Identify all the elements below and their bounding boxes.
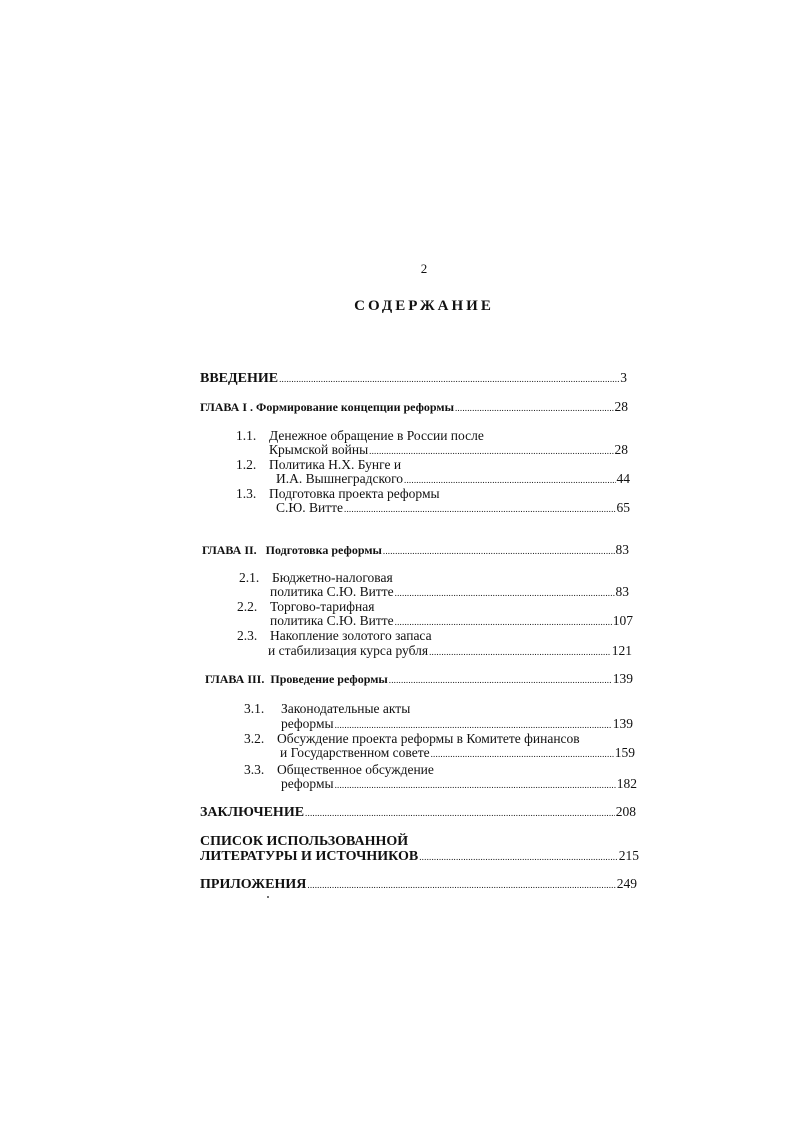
section-number: 2.1.	[239, 570, 260, 585]
leader-dots	[395, 617, 612, 627]
section-title: Политика Н.Х. Бунге и	[269, 457, 402, 472]
toc-page: 215	[618, 848, 639, 863]
section-title-cont: и Государственном совете	[280, 745, 430, 760]
toc-label: ВВЕДЕНИЕ	[200, 371, 279, 386]
toc-page: 139	[612, 716, 633, 731]
section-number: 3.3.	[244, 762, 265, 777]
leader-dots	[335, 720, 612, 730]
leader-dots	[395, 588, 615, 598]
toc-entry-chapter2	[202, 542, 629, 558]
leader-dots	[404, 475, 615, 485]
toc-page: 28	[614, 399, 628, 414]
leader-dots	[305, 808, 615, 818]
leader-dots	[455, 403, 614, 413]
section-title: Денежное обращение в России после	[269, 428, 484, 443]
toc-label: ГЛАВА I . Формирование концепции реформы	[200, 400, 454, 414]
section-title-cont: политика С.Ю. Витте	[270, 584, 394, 599]
toc-section-1-1-cont	[269, 442, 628, 458]
section-title-cont: И.А. Вышнеградского	[276, 471, 404, 486]
toc-label: ГЛАВА III. Проведение реформы	[205, 672, 388, 686]
section-number: 2.2.	[237, 599, 258, 614]
page-number: 2	[420, 261, 428, 276]
leader-dots	[279, 374, 619, 384]
toc-section-3-2-cont	[280, 745, 635, 761]
section-number: 3.2.	[244, 731, 265, 746]
toc-section-1-2-cont	[276, 471, 630, 487]
toc-entry-appendix	[200, 876, 637, 893]
toc-entry-conclusion	[200, 804, 636, 821]
toc-label: ЛИТЕРАТУРЫ И ИСТОЧНИКОВ	[200, 849, 419, 864]
toc-section-1-3-cont	[276, 500, 630, 516]
leader-dots	[419, 852, 618, 862]
section-title: Обсуждение проекта реформы в Комитете финансов	[277, 731, 580, 746]
page-title: СОДЕРЖАНИЕ	[354, 298, 494, 314]
section-title-cont: Крымской войны	[269, 442, 369, 457]
toc-section-2-1-cont	[270, 584, 629, 600]
section-title-cont: реформы	[281, 716, 334, 731]
toc-section-3-1-cont	[281, 716, 633, 732]
section-title: Общественное обсуждение	[277, 762, 434, 777]
section-title-cont: С.Ю. Витте	[276, 500, 344, 515]
section-title-cont: и стабилизация курса рубля	[268, 643, 429, 658]
toc-section-2-2-cont	[270, 613, 633, 629]
section-number: 3.1.	[244, 701, 265, 716]
toc-page: 208	[615, 804, 636, 819]
section-title-cont: политика С.Ю. Витте	[270, 613, 394, 628]
section-title: Законодательные акты	[281, 701, 411, 716]
toc-page: 65	[616, 500, 630, 515]
toc-page: 182	[616, 776, 637, 791]
section-title: Бюджетно-налоговая	[272, 570, 393, 585]
leader-dots	[344, 504, 615, 514]
toc-entry-chapter3	[205, 671, 633, 687]
toc-section-2-3	[237, 628, 432, 644]
leader-dots	[307, 880, 615, 890]
toc-label: ЗАКЛЮЧЕНИЕ	[200, 805, 305, 820]
leader-dots	[369, 446, 613, 456]
leader-dots	[383, 546, 615, 556]
leader-dots	[389, 675, 612, 685]
section-number: 1.2.	[236, 457, 257, 472]
toc-page: 121	[611, 643, 632, 658]
toc-page: 107	[612, 613, 633, 628]
toc-page: 83	[615, 584, 629, 599]
leader-dots	[429, 647, 611, 657]
section-title: Подготовка проекта реформы	[269, 486, 440, 501]
toc-section-3-3-cont	[281, 776, 637, 792]
toc-section-2-3-cont	[268, 643, 632, 659]
toc-section-3-1	[244, 701, 410, 717]
section-title: Накопление золотого запаса	[270, 628, 432, 643]
section-number: 2.3.	[237, 628, 258, 643]
leader-dots	[431, 749, 614, 759]
toc-page: 159	[614, 745, 635, 760]
toc-page: 3	[620, 370, 627, 385]
toc-page: 83	[615, 542, 629, 557]
toc-entry-references-cont	[200, 848, 639, 865]
toc-page: 139	[612, 671, 633, 686]
toc-entry-chapter1	[200, 399, 628, 415]
toc-label: ПРИЛОЖЕНИЯ	[200, 877, 307, 892]
toc-entry-references: СПИСОК ИСПОЛЬЗОВАННОЙ	[200, 834, 409, 849]
leader-dots	[335, 780, 616, 790]
toc-page: 28	[614, 442, 628, 457]
scan-speck	[267, 896, 269, 898]
section-number: 1.3.	[236, 486, 257, 501]
toc-page: 44	[616, 471, 630, 486]
section-number: 1.1.	[236, 428, 257, 443]
section-title-cont: реформы	[281, 776, 334, 791]
toc-entry-intro	[200, 370, 627, 387]
toc-page: 249	[616, 876, 637, 891]
toc-label: ГЛАВА II. Подготовка реформы	[202, 543, 382, 557]
section-title: Торгово-тарифная	[270, 599, 375, 614]
